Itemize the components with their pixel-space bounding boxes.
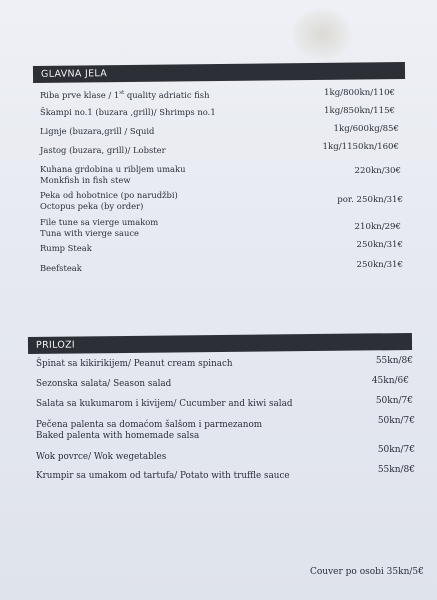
side-item-name-en: Baked palenta with homemade salsa <box>36 430 200 441</box>
side-item-krumpir <box>36 471 290 482</box>
menu-item-skampi <box>40 107 216 118</box>
menu-item-price: 1kg/800kn/110€ <box>324 88 395 98</box>
side-item-palenta <box>36 420 262 441</box>
menu-item-name: Rump Steak <box>40 243 92 253</box>
menu-item-name: Škampi no.1 (buzara ,grill)/ Shrimps no.1 <box>40 107 216 117</box>
menu-item-name: Peka od hobotnice (po narudžbi) <box>40 190 178 200</box>
side-item-name: Sezonska salata/ Season salad <box>36 379 172 389</box>
side-item-name: Krumpir sa umakom od tartufa/ Potato with truffle sauce <box>36 471 290 481</box>
side-item-spinat <box>36 359 233 370</box>
menu-item-price: 1kg/850kn/115€ <box>324 106 395 116</box>
menu-item-name-en: Tuna with vierge sauce <box>40 227 139 238</box>
menu-item-name: Lignje (buzara,grill / Squid <box>40 126 155 136</box>
menu-item-peka <box>40 190 178 211</box>
menu-item-price: 250kn/31€ <box>356 240 403 250</box>
menu-item-name: Beefsteak <box>40 263 82 273</box>
menu-item-rump-steak <box>40 243 92 254</box>
menu-item-riba <box>40 88 209 100</box>
menu-item-price: 250kn/31€ <box>356 260 403 270</box>
menu-item-beefsteak <box>40 263 82 274</box>
menu-item-grdobina <box>40 164 186 185</box>
side-item-price: 45kn/6€ <box>371 376 409 386</box>
side-section-header: PRILOZI <box>28 333 412 354</box>
menu-item-name: Jastog (buzara, grill)/ Lobster <box>40 145 166 155</box>
couver-charge: Couver po osobi 35kn/5€ <box>310 567 424 577</box>
menu-item-name-en: Octopus peka (by order) <box>40 200 144 211</box>
menu-item-lignje <box>40 126 154 137</box>
side-item-name: Pečena palenta sa domaćom šalšom i parmezanom <box>36 420 263 430</box>
menu-item-name-en: Monkfish in fish stew <box>40 174 131 185</box>
side-item-name: Wok povrce/ Wok wegetables <box>36 452 167 462</box>
menu-item-price: 210kn/29€ <box>354 222 401 232</box>
side-item-kukumar <box>36 399 293 410</box>
menu-item-name: File tune sa vierge umakom <box>40 217 159 227</box>
menu-item-price: por. 250kn/31€ <box>337 195 403 205</box>
menu-item-price: 1kg/600kg/85€ <box>333 124 399 134</box>
side-item-salata <box>36 379 171 390</box>
menu-item-name: Riba prve klase / 1st quality adriatic fish <box>40 89 210 100</box>
side-item-price: 55kn/8€ <box>375 356 413 366</box>
side-item-price: 50kn/7€ <box>377 445 415 455</box>
menu-item-jastog <box>40 145 166 156</box>
side-item-name: Salata sa kukumarom i kivijem/ Cucumber and kiwi salad <box>36 399 293 409</box>
menu-item-price: 220kn/30€ <box>354 166 401 176</box>
menu-item-price: 1kg/1150kn/160€ <box>322 142 399 152</box>
side-item-price: 50kn/7€ <box>375 396 413 406</box>
menu-item-name: Kuhana grdobina u ribljem umaku <box>40 164 186 174</box>
side-item-wok <box>36 452 166 463</box>
side-item-price: 50kn/7€ <box>377 416 415 426</box>
side-item-name: Špinat sa kikirikijem/ Peanut cream spinach <box>36 359 233 369</box>
side-item-price: 55kn/8€ <box>377 465 415 475</box>
main-section-header: GLAVNA JELA <box>33 62 405 83</box>
paper-stain <box>292 8 352 60</box>
menu-item-tuna <box>40 217 158 238</box>
